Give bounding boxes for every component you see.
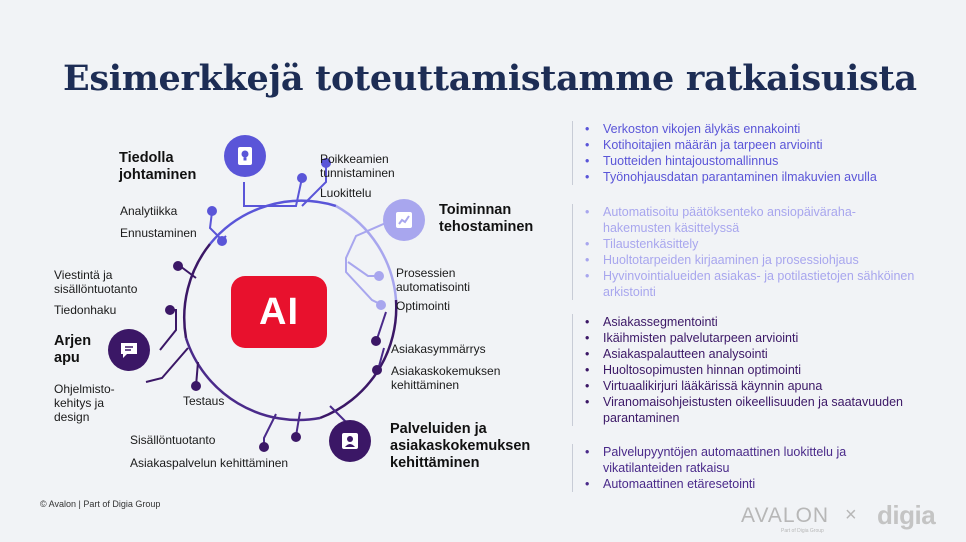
avalon-logo: AVALON [741,504,830,527]
examples-group-tiedolla [572,121,965,185]
label-optimointi: Optimointi [396,299,451,313]
label-analytiikka: Analytiikka [120,204,178,218]
page-title: Esimerkkejä toteuttamistamme ratkaisuista [63,58,917,99]
node-dot [191,381,201,391]
label-asiakaspalvelun: Asiakaspalvelun kehittäminen [130,456,289,470]
lightbulb-doc-icon [224,135,266,177]
node-dot [374,271,384,281]
list-item: • Asiakassegmentointi [585,314,965,330]
brand-separator: × [845,504,857,526]
node-dot [371,336,381,346]
category-tiedolla-johtaminen: Tiedolla johtaminen [119,150,197,183]
ring-arc-blue [210,201,336,244]
list-item: • Automaattinen etäresetointi [585,476,965,492]
category-arjen-apu: Arjen apu [54,333,92,366]
avalon-logo-subtitle: Part of Digia Group [781,528,824,534]
node-dot [217,236,227,246]
node-dot [372,365,382,375]
label-sisallontuotanto: Sisällöntuotanto [130,433,216,447]
list-item: • Ikäihmisten palvelutarpeen arviointi [585,330,965,346]
list-item: • Huoltotarpeiden kirjaaminen ja prosessiohjaus [585,252,965,268]
category-palveluiden: Palveluiden ja asiakaskokemuksen kehittäminen [390,421,531,471]
label-luokittelu: Luokittelu [320,186,372,200]
list-item: • Virtuaalikirjuri lääkärissä käynnin apuna [585,378,965,394]
list-item: • Viranomaisohjeistusten oikeellisuuden ja saatavuuden parantaminen [585,394,953,426]
list-item: • Verkoston vikojen älykäs ennakointi [585,121,965,137]
list-item: • Asiakaspalautteen analysointi [585,346,965,362]
category-toiminnan-tehostaminen: Toiminnan tehostaminen [439,202,534,235]
label-tiedonhaku: Tiedonhaku [54,303,117,317]
label-testaus: Testaus [183,394,225,408]
ai-center-badge: AI [231,276,327,348]
brand-logos [741,500,951,538]
node-dot [207,206,217,216]
list-item: • Palvelupyyntöjen automaattinen luokittelu ja vikatilanteiden ratkaisu [585,444,893,476]
digia-logo: digia [877,500,936,530]
label-asiakasymmarrys: Asiakasymmärrys [391,342,486,356]
examples-group-palveluiden [572,444,965,492]
examples-group-arjen [572,314,965,426]
node-dot [297,173,307,183]
node-dot [291,432,301,442]
chart-icon [383,199,425,241]
list-item: • Kotihoitajien määrän ja tarpeen arviointi [585,137,965,153]
list-item: • Työnohjausdatan parantaminen ilmakuvien avulla [585,169,965,185]
label-prosessien: Prosessien automatisointi [396,266,471,294]
list-item: • Tilaustenkäsittely [585,236,965,252]
label-poikkeamien: Poikkeamien tunnistaminen [320,152,395,180]
label-ennustaminen: Ennustaminen [120,226,197,240]
list-item: • Automatisoitu päätöksenteko ansiopäiväraha-hakemusten käsittelyssä [585,204,893,236]
label-ohjelmisto: Ohjelmisto-kehitys ja design [54,382,115,424]
chat-icon [108,329,150,371]
label-viestinta: Viestintä ja sisällöntuotanto [54,268,138,296]
node-dot [376,300,386,310]
label-asiakaskokemuksen: Asiakaskokemuksen kehittäminen [391,364,501,392]
node-dot [165,305,175,315]
node-dot [259,442,269,452]
ring-arc-left [184,244,210,338]
node-dot [173,261,183,271]
list-item: • Tuotteiden hintajoustomallinnus [585,153,965,169]
list-item: • Huoltosopimusten hinnan optimointi [585,362,965,378]
examples-group-toiminnan [572,204,965,300]
footer-copyright: © Avalon | Part of Digia Group [40,499,161,509]
person-card-icon [329,420,371,462]
list-item: • Hyvinvointialueiden asiakas- ja potilastietojen sähköinen arkistointi [585,268,953,300]
